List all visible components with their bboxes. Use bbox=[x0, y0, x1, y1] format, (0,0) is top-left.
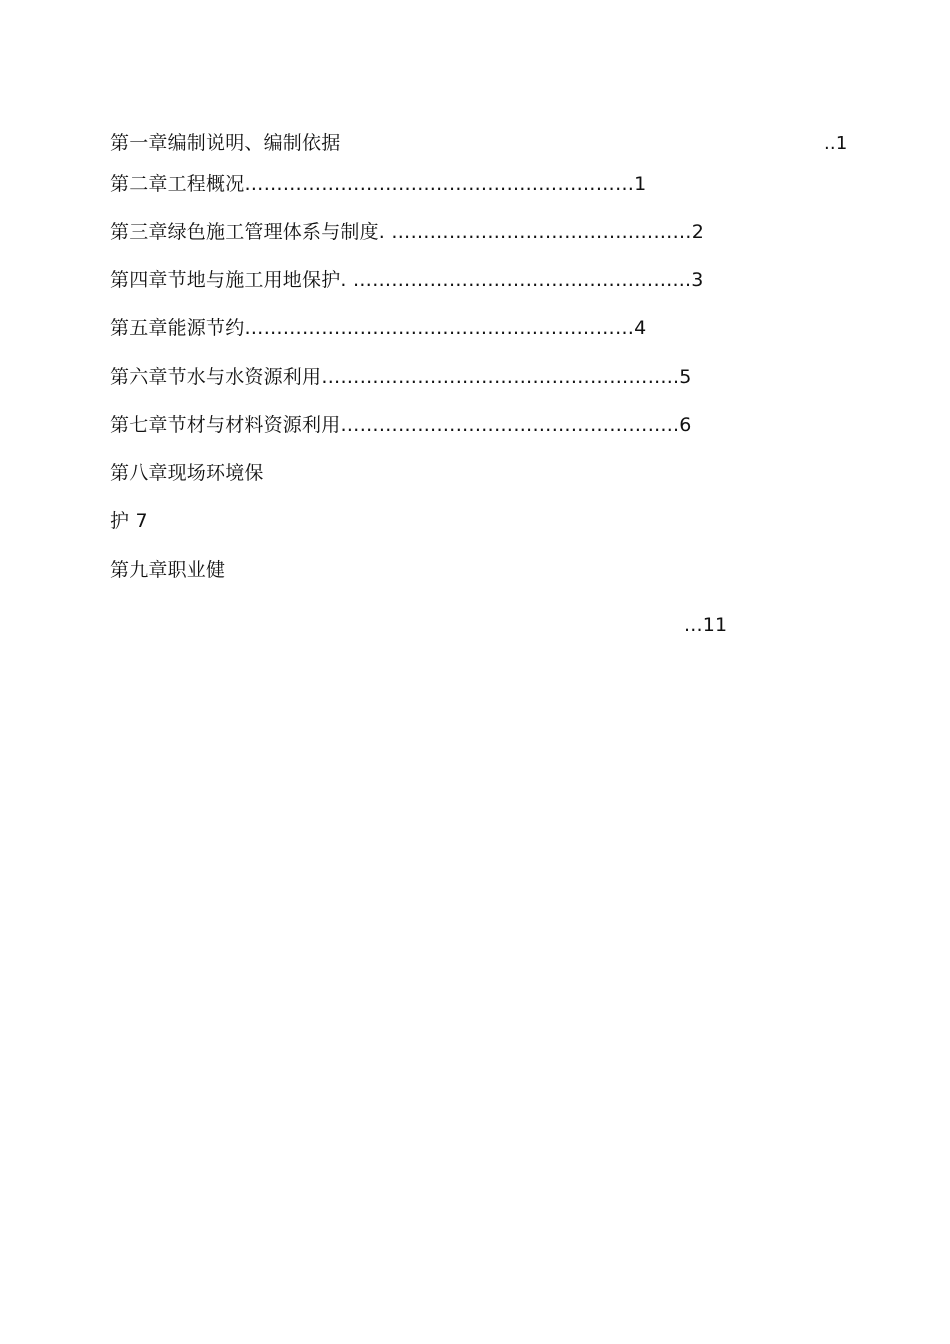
toc-entry-chapter-1: 第一章编制说明、编制依据 bbox=[110, 132, 341, 154]
toc-entry-chapter-1-page: ..1 bbox=[824, 133, 848, 154]
toc-entry-chapter-8-cont: 护 7 bbox=[110, 510, 148, 532]
toc-entry-chapter-8: 第八章现场环境保 bbox=[110, 462, 264, 484]
toc-entry-chapter-3: 第三章绿色施工管理体系与制度. ………………………………..………2 bbox=[110, 221, 705, 243]
toc-entry-chapter-5: 第五章能源节约………………………..……………..……………4 bbox=[110, 317, 647, 339]
toc-entry-chapter-9: 第九章职业健 bbox=[110, 559, 226, 581]
toc-entry-chapter-9-page: ...11 bbox=[684, 614, 728, 636]
toc-entry-chapter-6: 第六章节水与水资源利用………………………………………………..5 bbox=[110, 366, 692, 388]
toc-entry-chapter-2: 第二章工程概况………………………..……………..……………1 bbox=[110, 173, 647, 195]
toc-entry-chapter-4: 第四章节地与施工用地保护. ………………………………..…………...3 bbox=[110, 269, 704, 291]
toc-entry-chapter-7: 第七章节材与材料资源利用……………………………………………..6 bbox=[110, 414, 692, 436]
